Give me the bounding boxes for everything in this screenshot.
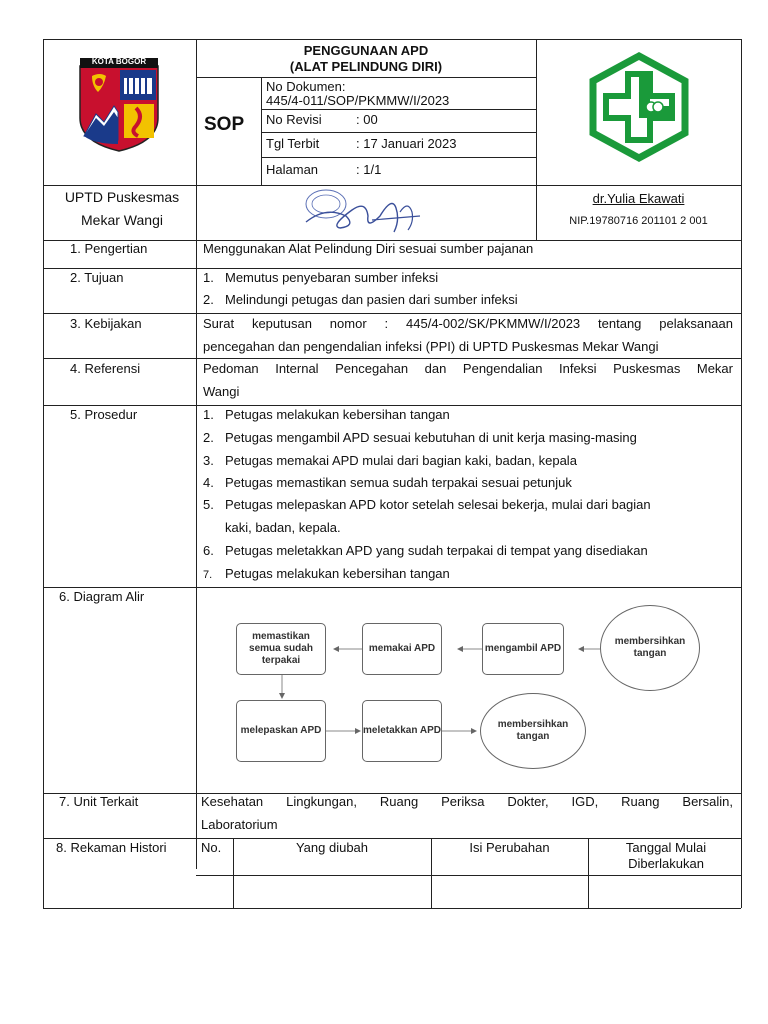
signatory-name: dr.Yulia Ekawati — [592, 191, 685, 206]
table-header-yang-diubah: Yang diubah — [295, 840, 369, 855]
list-item: 1. Memutus penyebaran sumber infeksi — [203, 270, 439, 285]
list-item: 3. Petugas memakai APD mulai dari bagian kaki, badan, kepala — [203, 453, 577, 468]
institution-line1: UPTD Puskesmas — [64, 189, 180, 205]
official-stamp-and-signature — [296, 186, 436, 240]
city-label: KOTA BOGOR — [91, 57, 147, 66]
page-label: Halaman — [266, 162, 319, 177]
list-item: 1. Petugas melakukan kebersihan tangan — [203, 407, 450, 422]
flow-node-membersihkan-end: membersihkan tangan — [480, 693, 586, 769]
section-label-pengertian: 1. Pengertian — [70, 241, 148, 256]
document-title-line2: (ALAT PELINDUNG DIRI) — [289, 59, 443, 74]
unit-line2: Laboratorium — [201, 817, 278, 832]
section-label-tujuan: 2. Tujuan — [70, 270, 124, 285]
unit-line1: Kesehatan Lingkungan, Ruang Periksa Dokter, IGD, Ruang Bersalin, — [201, 794, 733, 809]
kebijakan-line1: Surat keputusan nomor : 445/4-002/SK/PKMMW/I/2023 tentang pelaksanaan — [203, 316, 733, 331]
section-label-rekaman: 8. Rekaman Histori — [56, 840, 167, 855]
section-label-kebijakan: 3. Kebijakan — [70, 316, 142, 331]
list-item: 2. Melindungi petugas dan pasien dari sumber infeksi — [203, 292, 518, 307]
section-label-referensi: 4. Referensi — [70, 361, 141, 376]
referensi-line1: Pedoman Internal Pencegahan dan Pengendalian Infeksi Puskesmas Mekar — [203, 361, 733, 376]
doc-number-value: 445/4-011/SOP/PKMMW/I/2023 — [266, 93, 450, 108]
section-label-prosedur: 5. Prosedur — [70, 407, 138, 422]
flow-node-meletakkan: meletakkan APD — [362, 700, 442, 762]
table-header-tanggal: Tanggal Mulai Diberlakukan — [625, 840, 707, 871]
list-item: 6. Petugas meletakkan APD yang sudah terpakai di tempat yang disediakan — [203, 543, 648, 558]
referensi-line2: Wangi — [203, 384, 240, 399]
list-item: 4. Petugas memastikan semua sudah terpakai sesuai petunjuk — [203, 475, 572, 490]
revision-value: : 00 — [356, 112, 378, 127]
document-title-line1: PENGGUNAAN APD — [303, 43, 429, 58]
flow-node-membersihkan-start: membersihkan tangan — [600, 605, 700, 691]
list-item: 2. Petugas mengambil APD sesuai kebutuhan di unit kerja masing-masing — [203, 430, 637, 445]
flow-node-memakai: memakai APD — [362, 623, 442, 675]
section-label-diagram: 6. Diagram Alir — [59, 589, 145, 604]
list-item: 7. Petugas melakukan kebersihan tangan — [203, 566, 450, 581]
flow-node-memastikan: memastikan semua sudah terpakai — [236, 623, 326, 675]
sop-label: SOP — [204, 114, 245, 135]
kebijakan-line2: pencegahan dan pengendalian infeksi (PPI) di UPTD Puskesmas Mekar Wangi — [203, 339, 659, 354]
revision-label: No Revisi — [266, 112, 322, 127]
list-item: 5. Petugas melepaskan APD kotor setelah selesai bekerja, mulai dari bagian — [203, 497, 651, 512]
table-header-no: No. — [201, 840, 222, 855]
issue-date-label: Tgl Terbit — [266, 136, 320, 151]
signatory-nip: NIP.19780716 201101 2 001 — [569, 215, 708, 227]
city-crest-logo — [78, 56, 160, 152]
flow-node-melepaskan: melepaskan APD — [236, 700, 326, 762]
table-header-isi-perubahan: Isi Perubahan — [469, 840, 550, 855]
institution-line2: Mekar Wangi — [81, 212, 163, 228]
page-value: : 1/1 — [356, 162, 382, 177]
pengertian-text: Menggunakan Alat Pelindung Diri sesuai sumber pajanan — [203, 241, 534, 256]
list-item-continuation: kaki, badan, kepala. — [225, 520, 341, 535]
section-label-unit: 7. Unit Terkait — [59, 794, 139, 809]
issue-date-value: : 17 Januari 2023 — [356, 136, 457, 151]
doc-number-label: No Dokumen: — [266, 79, 346, 94]
flow-node-mengambil: mengambil APD — [482, 623, 564, 675]
puskesmas-logo — [588, 52, 690, 162]
